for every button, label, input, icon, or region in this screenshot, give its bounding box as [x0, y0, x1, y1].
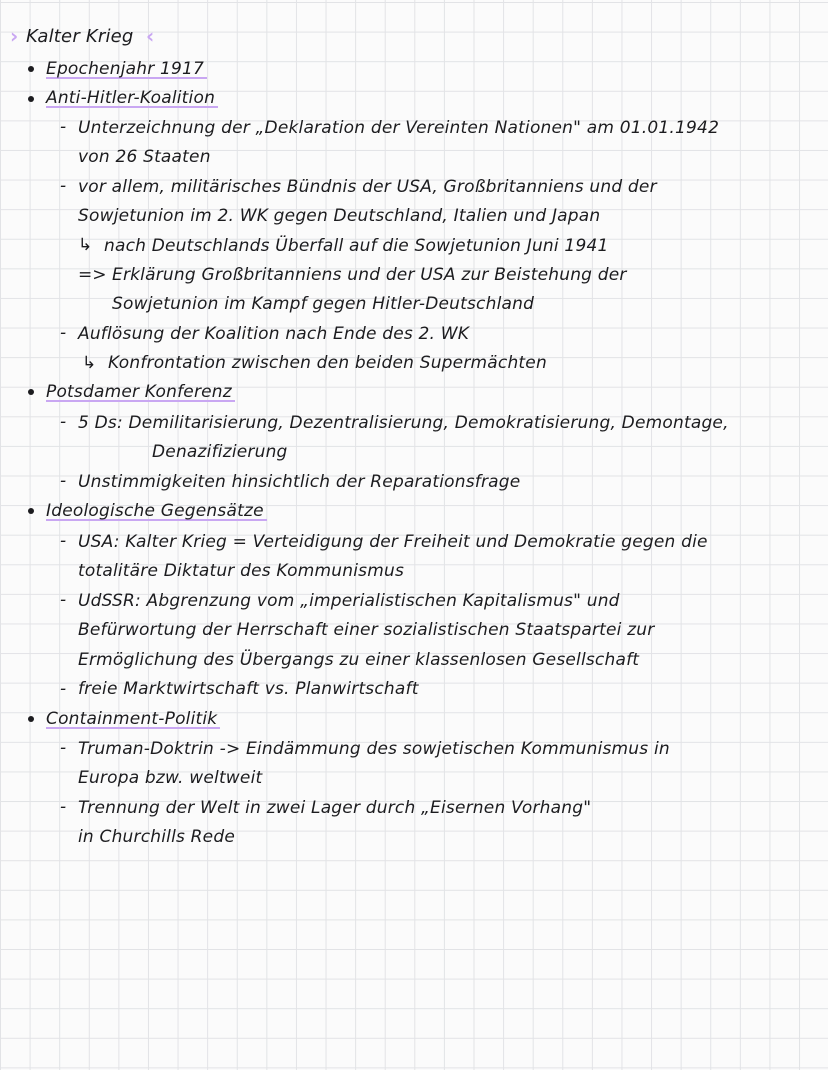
note-line: Sowjetunion im Kampf gegen Hitler-Deutschland: [112, 294, 535, 314]
note-line: totalitäre Diktatur des Kommunismus: [78, 561, 404, 581]
bullet-icon: [28, 66, 34, 72]
note-line: Konfrontation zwischen den beiden Supermächten: [108, 353, 547, 373]
title-left-chevron-icon: ›: [10, 24, 19, 48]
heading-ideologische-gegensaetze: Ideologische Gegensätze: [46, 499, 267, 523]
note-line: nach Deutschlands Überfall auf die Sowjetunion Juni 1941: [104, 236, 609, 256]
dash-marker: -: [60, 323, 67, 343]
note-line: Unterzeichnung der „Deklaration der Vereinten Nationen" am 01.01.1942: [78, 118, 720, 138]
note-line: Auflösung der Koalition nach Ende des 2. WK: [78, 324, 470, 344]
heading-epochenjahr: Epochenjahr 1917: [46, 57, 207, 81]
dash-marker: -: [60, 471, 67, 491]
dash-marker: -: [60, 531, 67, 551]
note-line: Europa bzw. weltweit: [78, 768, 263, 788]
note-line: USA: Kalter Krieg = Verteidigung der Freiheit und Demokratie gegen die: [78, 532, 708, 552]
note-line: Sowjetunion im 2. WK gegen Deutschland, Italien und Japan: [78, 206, 601, 226]
bullet-icon: [28, 508, 34, 514]
bullet-icon: [28, 716, 34, 722]
note-line: von 26 Staaten: [78, 147, 211, 167]
note-line: Denazifizierung: [152, 442, 288, 462]
dash-marker: -: [60, 590, 67, 610]
dash-marker: -: [60, 738, 67, 758]
note-line: Unstimmigkeiten hinsichtlich der Reparationsfrage: [78, 472, 521, 492]
heading-containment-politik: Containment-Politik: [46, 707, 220, 731]
dash-marker: -: [60, 679, 67, 699]
note-line: 5 Ds: Demilitarisierung, Dezentralisierung, Demokratisierung, Demontage,: [78, 413, 729, 433]
note-line: Erklärung Großbritanniens und der USA zur Beistehung der: [112, 265, 627, 285]
note-line: Truman-Doktrin -> Eindämmung des sowjetischen Kommunismus in: [78, 739, 670, 759]
bullet-icon: [28, 389, 34, 395]
arrow-icon: ↳: [82, 353, 97, 373]
note-line: Trennung der Welt in zwei Lager durch „Eisernen Vorhang": [78, 798, 592, 818]
note-line: Ermöglichung des Übergangs zu einer klassenlosen Gesellschaft: [78, 650, 640, 670]
title-right-chevron-icon: ‹: [146, 24, 155, 48]
note-line: Befürwortung der Herrschaft einer sozialistischen Staatspartei zur: [78, 620, 655, 640]
implies-icon: =>: [78, 265, 107, 285]
heading-anti-hitler-koalition: Anti-Hitler-Koalition: [46, 86, 218, 110]
dash-marker: -: [60, 797, 67, 817]
note-line: in Churchills Rede: [78, 827, 235, 847]
note-line: vor allem, militärisches Bündnis der USA, Großbritanniens und der: [78, 177, 657, 197]
dash-marker: -: [60, 176, 67, 196]
dash-marker: -: [60, 412, 67, 432]
heading-potsdamer-konferenz: Potsdamer Konferenz: [46, 380, 235, 404]
note-line: freie Marktwirtschaft vs. Planwirtschaft: [78, 679, 419, 699]
arrow-icon: ↳: [78, 235, 93, 255]
dash-marker: -: [60, 117, 67, 137]
note-line: UdSSR: Abgrenzung vom „imperialistischen Kapitalismus" und: [78, 591, 620, 611]
bullet-icon: [28, 96, 34, 102]
page-title: Kalter Krieg: [26, 26, 134, 47]
